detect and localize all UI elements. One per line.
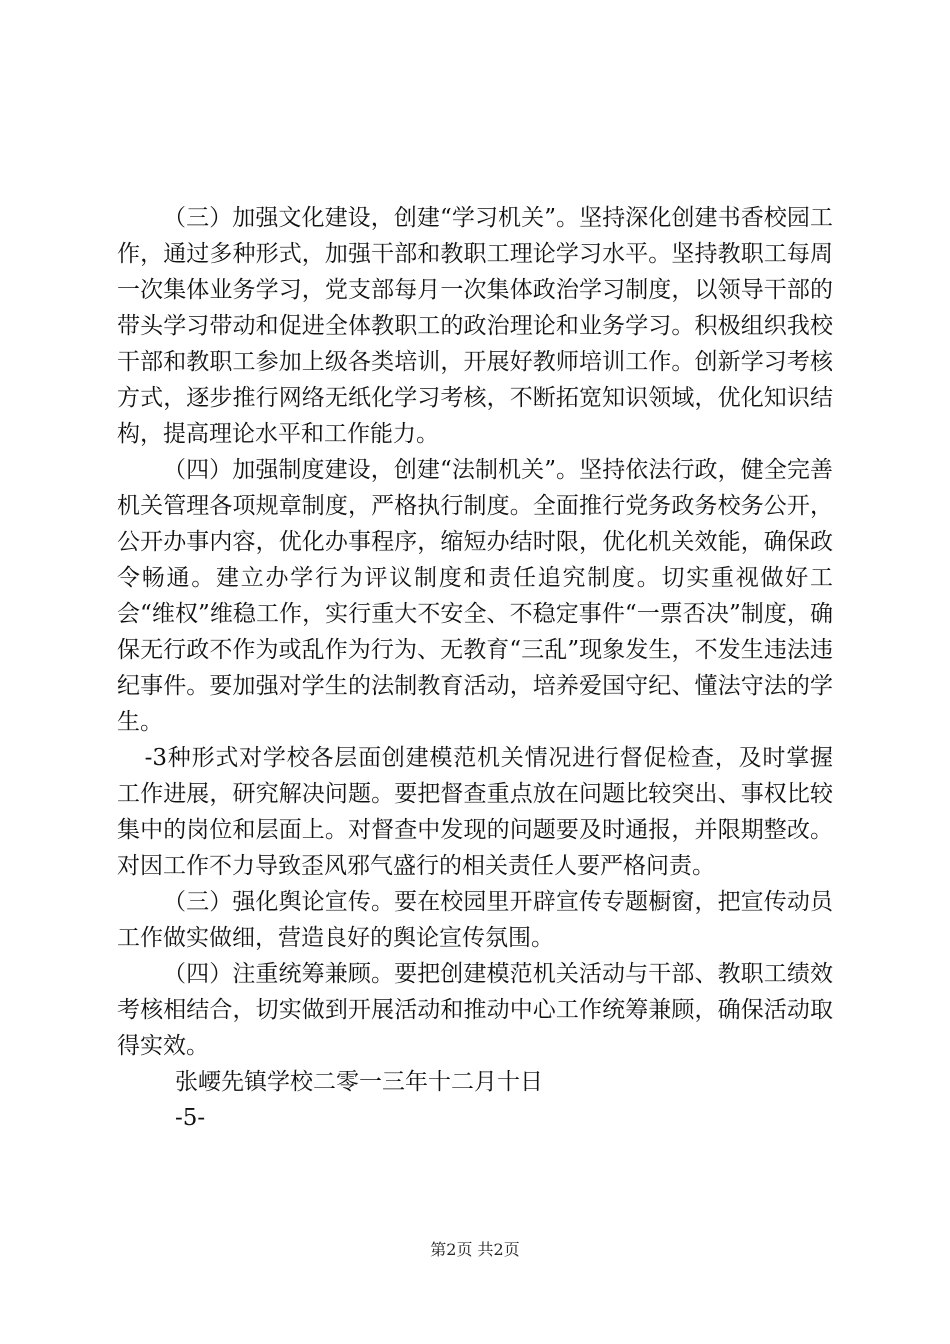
signature-date: 张崾先镇学校二零一三年十二月十日 bbox=[175, 1069, 543, 1095]
paragraph-culture-building: （三）加强文化建设，创建“学习机关”。坚持深化创建书香校园工作，通过多种形式，加强干部和教职工理论学习水平。坚持教职工每周一次集体业务学习，党支部每月一次集体政治学习制度，以领导干部的带头学习带动和促进全体教职工的政治理论和业务学习。积极组织我校干部和教职工参加上级各类培训，开展好教师培训工作。创新学习考核方式，逐步推行网络无纸化学习考核，不断拓宽知识领域，优化知识结构，提高理论水平和工作能力。 bbox=[117, 205, 833, 447]
page-footer: 第2页 共2页 bbox=[430, 1240, 520, 1259]
paragraph-system-building: （四）加强制度建设，创建“法制机关”。坚持依法行政，健全完善机关管理各项规章制度，严格执行制度。全面推行党务政务校务公开，公开办事内容，优化办事程序，缩短办结时限，优化机关效能，确保政令畅通。建立办学行为评议制度和责任追究制度。切实重视做好工会“维权”维稳工作，实行重大不安全、不稳定事件“一票否决”制度，确保无行政不作为或乱作为行为、无教育“三乱”现象发生，不发生违法违纪事件。要加强对学生的法制教育活动，培养爱国守纪、懂法守法的学生。 bbox=[117, 457, 833, 735]
paragraph-supervision: -3种形式对学校各层面创建模范机关情况进行督促检查，及时掌握工作进展，研究解决问题。要把督查重点放在问题比较突出、事权比较集中的岗位和层面上。对督查中发现的问题要及时通报，并限期整改。对因工作不力导致歪风邪气盛行的相关责任人要严格问责。 bbox=[117, 745, 833, 879]
paragraph-coordination: （四）注重统筹兼顾。要把创建模范机关活动与干部、教职工绩效考核相结合，切实做到开展活动和推动中心工作统筹兼顾，确保活动取得实效。 bbox=[117, 961, 833, 1059]
document-body bbox=[117, 200, 833, 1136]
inner-page-number: -5- bbox=[175, 1105, 206, 1131]
paragraph-publicity: （三）强化舆论宣传。要在校园里开辟宣传专题橱窗，把宣传动员工作做实做细，营造良好的舆论宣传氛围。 bbox=[117, 889, 833, 951]
